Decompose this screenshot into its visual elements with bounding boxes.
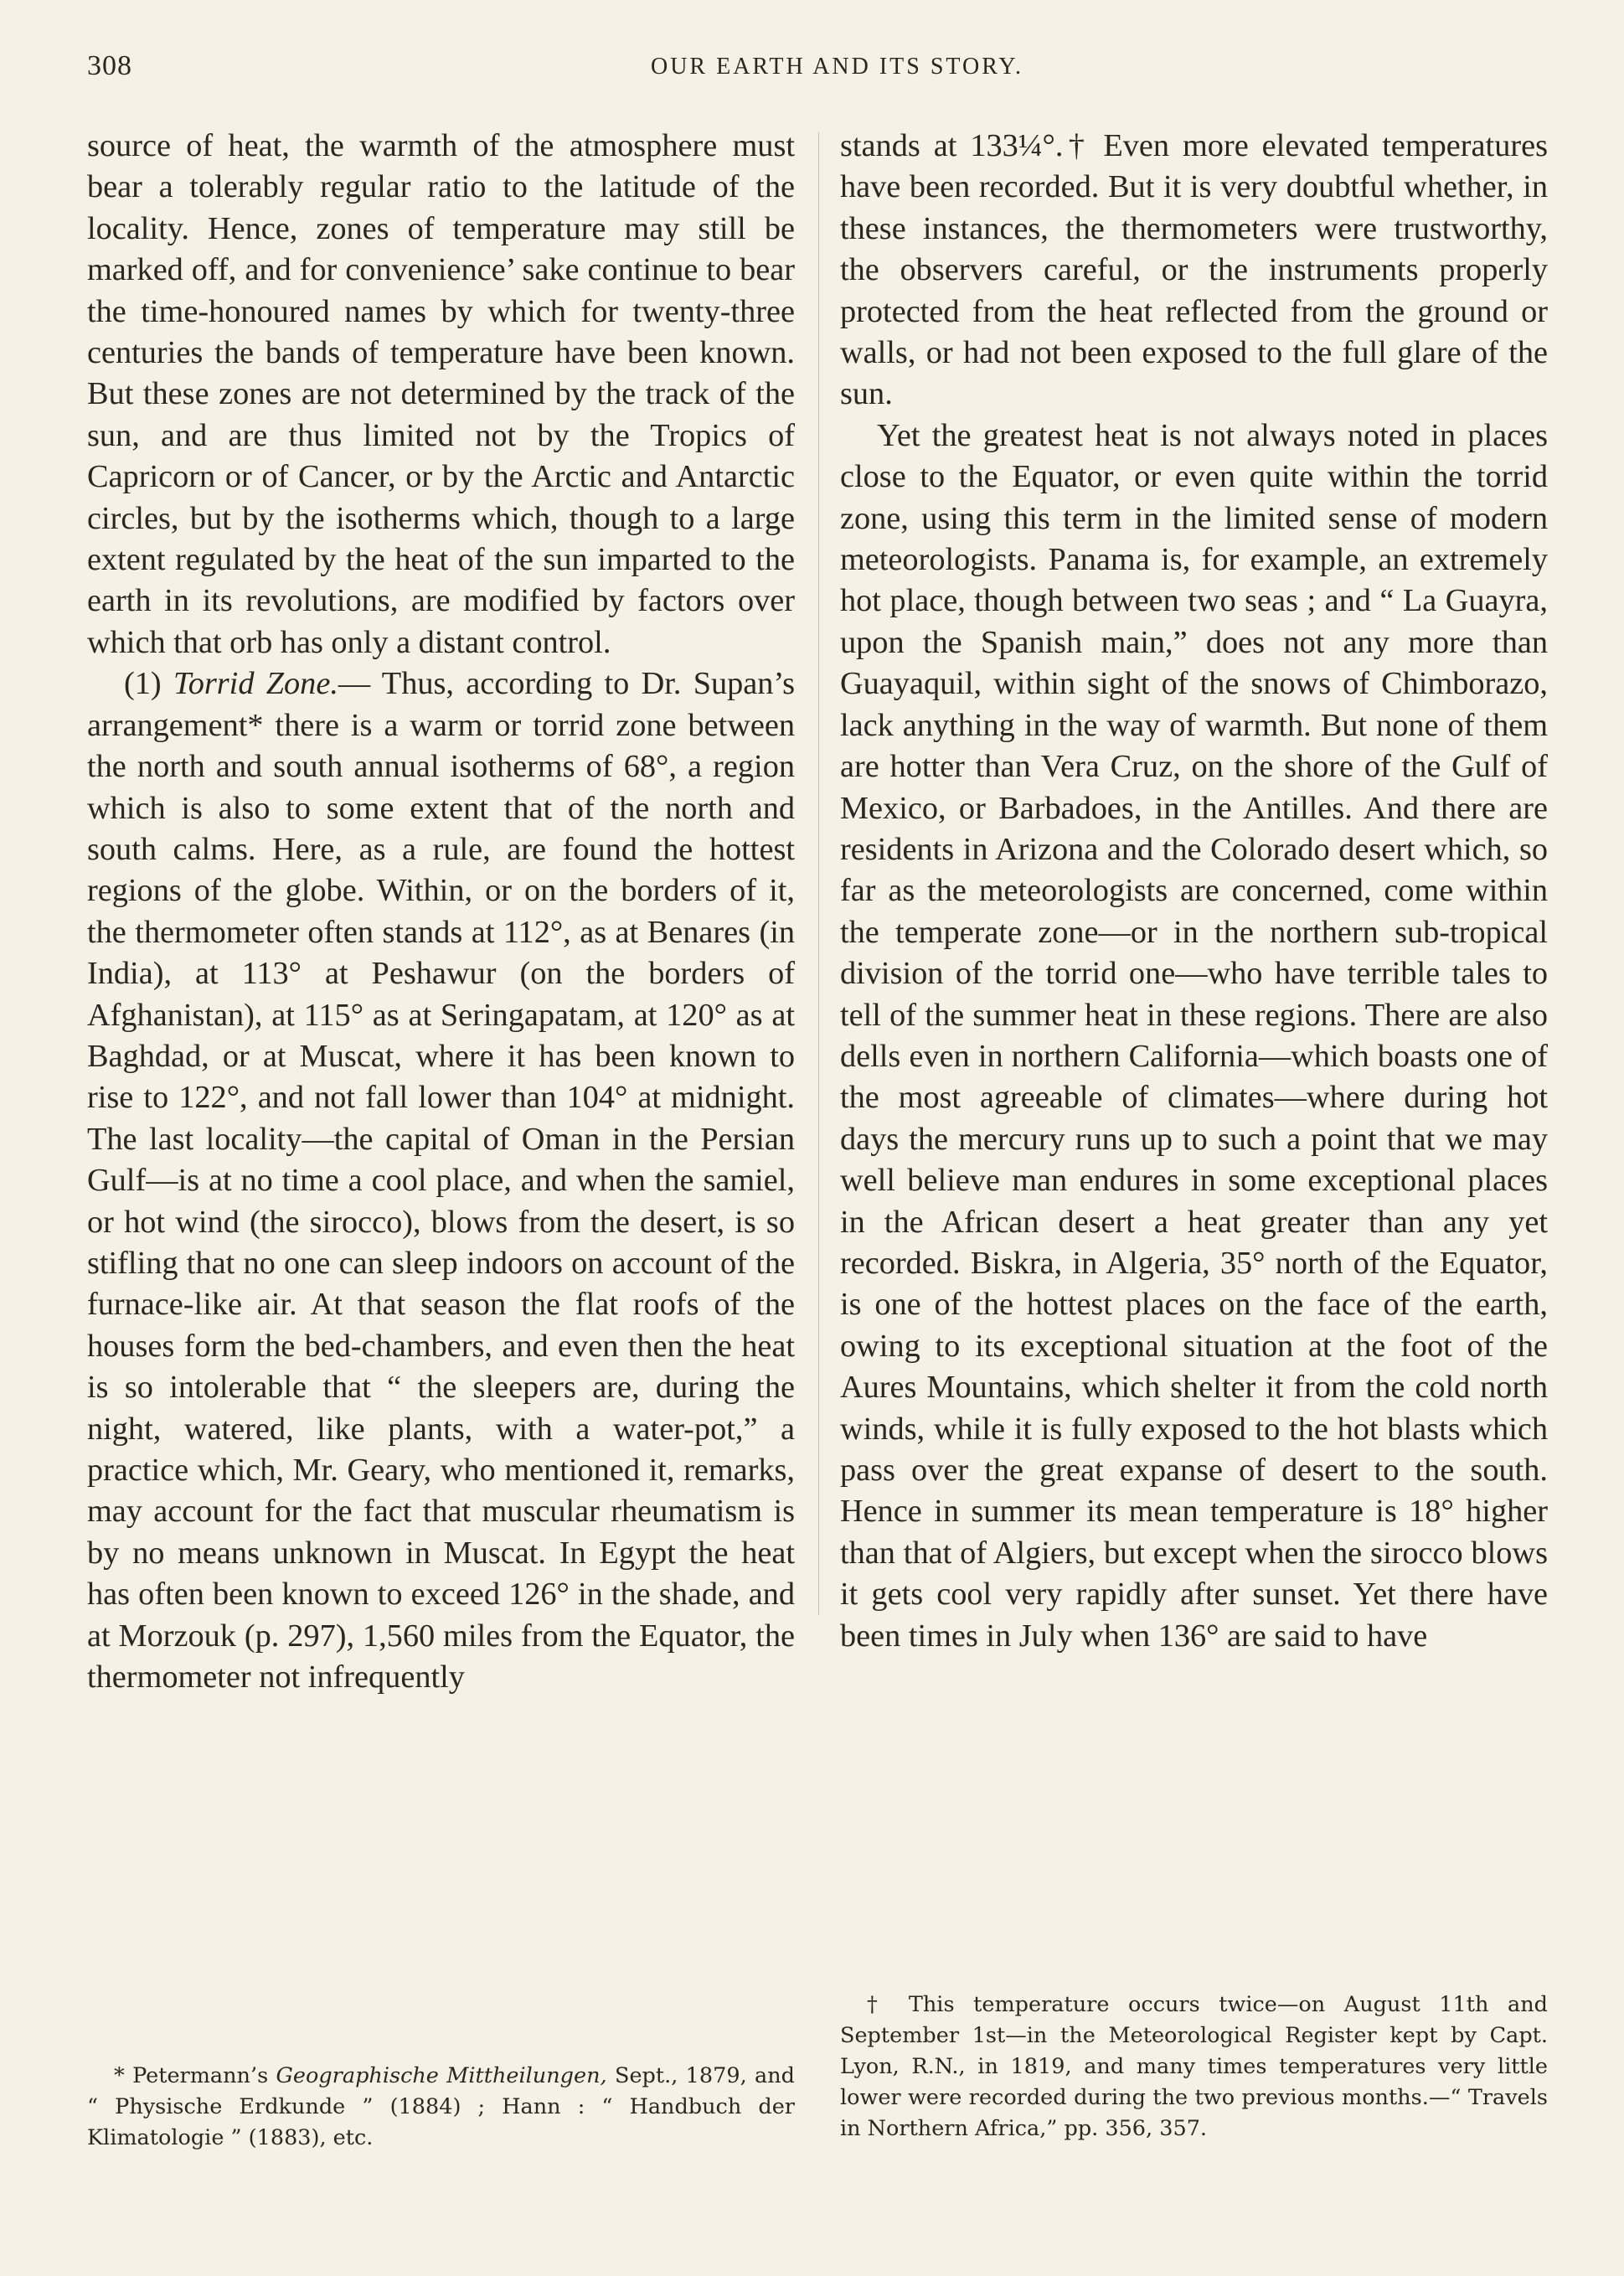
footnote-right-text: † This temperature occurs twice—on August 11th and September 1st—in the Meteorological Register kept by Capt. Lyon, R.N., in 1819, and many times temperatures very little lower were recorded during the two previous months.—“ Travels in Northern Africa,” pp. 356, 357. [840, 1992, 1548, 2141]
footnote-left-post: Sept., 1879, and “ Physische Erdkunde ” (1884) ; Hann : “ Handbuch der Klimatologie ” (1883), etc. [87, 2063, 796, 2150]
column-divider [818, 132, 819, 1615]
left-paragraph-1: source of heat, the warmth of the atmosphere must bear a tolerably regular ratio to the latitude of the locality. Hence, zones of temperature may still be marked off, and for convenience’ sake continue to bear the time-honoured names by which for twenty-three centuries the bands of temperature have been known. But these zones are not determined by the track of the sun, and are thus limited not by the Tropics of Capricorn or of Cancer, or by the Arctic and Antarctic circles, but by the isotherms which, though to a large extent regulated by the heat of the sun imparted to the earth in its revolutions, are modified by factors over which that orb has only a distant control. [87, 128, 795, 660]
footnote-left [87, 2061, 795, 2154]
footnote-left-pre: * Petermann’s [114, 2063, 276, 2088]
left-paragraph-2 [87, 663, 795, 1698]
section-heading-torrid-zone: Torrid Zone. [173, 666, 338, 702]
right-column [840, 126, 1548, 1657]
footnote-left-italic: Geographische Mittheilungen, [276, 2063, 607, 2088]
running-title: OUR EARTH AND ITS STORY. [650, 54, 1023, 80]
page-number: 308 [87, 50, 132, 81]
right-paragraph-2: Yet the greatest heat is not always noted in places close to the Equator, or even quite within the torrid zone, using this term in the limited sense of modern meteorologists. Panama is, for example, an extremely hot place, though between two seas ; and “ La Guayra, upon the Spanish main,” does not any more than Guayaquil, within sight of the snows of Chimborazo, lack anything in the way of warmth. But none of them are hotter than Vera Cruz, on the shore of the Gulf of Mexico, or Barbadoes, in the Antilles. And there are residents in Arizona and the Colorado desert which, so far as the meteorologists are concerned, come within the temperate zone—or in the northern sub-tropical division of the torrid one—who have terrible tales to tell of the summer heat in these regions. There are also dells even in northern California—which boasts one of the most agreeable of climates—where during hot days the mercury runs up to such a point that we may well believe man endures in some exceptional places in the African desert a heat greater than any yet recorded. Biskra, in Algeria, 35° north of the Equator, is one of the hottest places on the face of the earth, owing to its exceptional situation at the foot of the Aures Mountains, which shelter it from the cold north winds, while it is fully exposed to the hot blasts which pass over the great expanse of desert to the south. Hence in summer its mean temperature is 18° higher than that of Algiers, but except when the sirocco blows it gets cool very rapidly after sunset. Yet there have been times in July when 136° are said to have [840, 417, 1548, 1654]
left-paragraph-2-text: — Thus, according to Dr. Supan’s arrangement* there is a warm or torrid zone between the north and south annual isotherms of 68°, a region which is also to some extent that of the north and south calms. Here, as a rule, are found the hottest regions of the globe. Within, or on the borders of it, the thermometer often stands at 112°, as at Benares (in India), at 113° at Peshawur (on the borders of Afghanistan), at 115° as at Seringapatam, at 120° as at Baghdad, or at Muscat, where it has been known to rise to 122°, and not fall lower than 104° at midnight. The last locality—the capital of Oman in the Persian Gulf—is at no time a cool place, and when the samiel, or hot wind (the sirocco), blows from the desert, is so stifling that no one can sleep indoors on account of the furnace-like air. At that season the flat roofs of the houses form the bed-chambers, and even then the heat is so intolerable that “ the sleepers are, during the night, watered, like plants, with a water-pot,” a practice which, Mr. Geary, who mentioned it, remarks, may account for the fact that muscular rheumatism is by no means unknown in Muscat. In Egypt the heat has often been known to exceed 126° in the shade, and at Morzouk (p. 297), 1,560 miles from the Equator, the thermometer not infrequently [87, 666, 795, 1695]
footnote-right [840, 1990, 1548, 2144]
left-column [87, 126, 795, 1698]
list-number: (1) [124, 666, 173, 702]
right-paragraph-1: stands at 133¼°.† Even more elevated temperatures have been recorded. But it is very doubtful whether, in these instances, the thermometers were trustworthy, the observers careful, or the instruments properly protected from the heat reflected from the ground or walls, or had not been exposed to the full glare of the sun. [840, 128, 1548, 412]
